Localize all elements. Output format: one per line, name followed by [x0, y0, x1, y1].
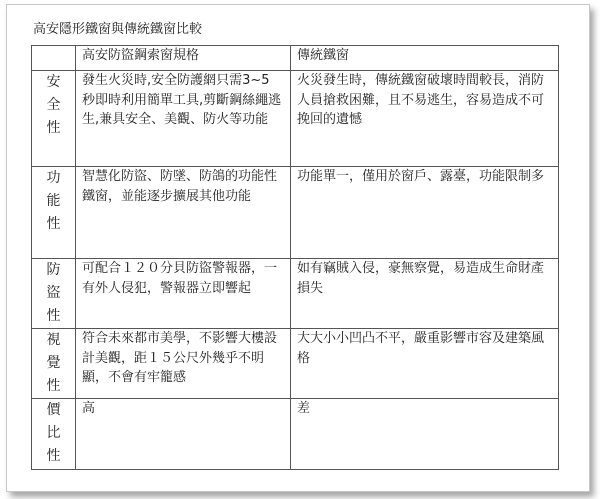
cell-traditional-safety: 火災發生時，傳統鐵窗破壞時間較長，消防人員搶救困難，且不易逃生，容易造成不可挽回的遺憾: [291, 71, 559, 167]
cell-gaoan-price: 高: [76, 399, 291, 470]
table-row-function: [32, 167, 559, 259]
row-label-function: 功 能 性: [32, 167, 76, 259]
cell-traditional-theft: 如有竊賊入侵，豪無察覺，易造成生命財產損失: [291, 259, 559, 329]
row-label-visual: 視 覺 性: [32, 329, 76, 399]
header-cell-gaoan-spec: 高安防盜鋼索窗規格: [76, 46, 291, 71]
table-row-visual: [32, 329, 559, 399]
table-row-safety: [32, 71, 559, 167]
cell-traditional-visual: 大大小小凹凸不平，嚴重影響市容及建築風格: [291, 329, 559, 399]
cell-gaoan-visual: 符合未來都市美學，不影響大樓設計美觀，距１５公尺外幾乎不明顯，不會有牢籠感: [76, 329, 291, 399]
table-row-price: [32, 399, 559, 470]
cell-traditional-price: 差: [291, 399, 559, 470]
document-title: 高安隱形鐵窗與傳統鐵窗比較: [33, 22, 203, 37]
header-cell-traditional: 傳統鐵窗: [291, 46, 559, 71]
row-label-price: 價 比 性: [32, 399, 76, 470]
cell-gaoan-theft: 可配合１２０分貝防盜警報器，一有外人侵犯，警報器立即響起: [76, 259, 291, 329]
cell-gaoan-safety: 發生火災時,安全防護網只需3~5 秒即時利用簡單工具,剪斷鋼絲繩逃生,兼具安全、美觀、防火等功能: [76, 71, 291, 167]
cell-traditional-function: 功能單一，僅用於窗戶、露臺，功能限制多: [291, 167, 559, 259]
row-label-safety: 安 全 性: [32, 71, 76, 167]
cell-gaoan-function: 智慧化防盜、防墜、防鴿的功能性鐵窗，並能逐步擴展其他功能: [76, 167, 291, 259]
comparison-table: [31, 45, 559, 470]
table-header-row: [32, 46, 559, 71]
header-cell-empty: [32, 46, 76, 71]
row-label-theft: 防 盜 性: [32, 259, 76, 329]
table-row-theft: [32, 259, 559, 329]
